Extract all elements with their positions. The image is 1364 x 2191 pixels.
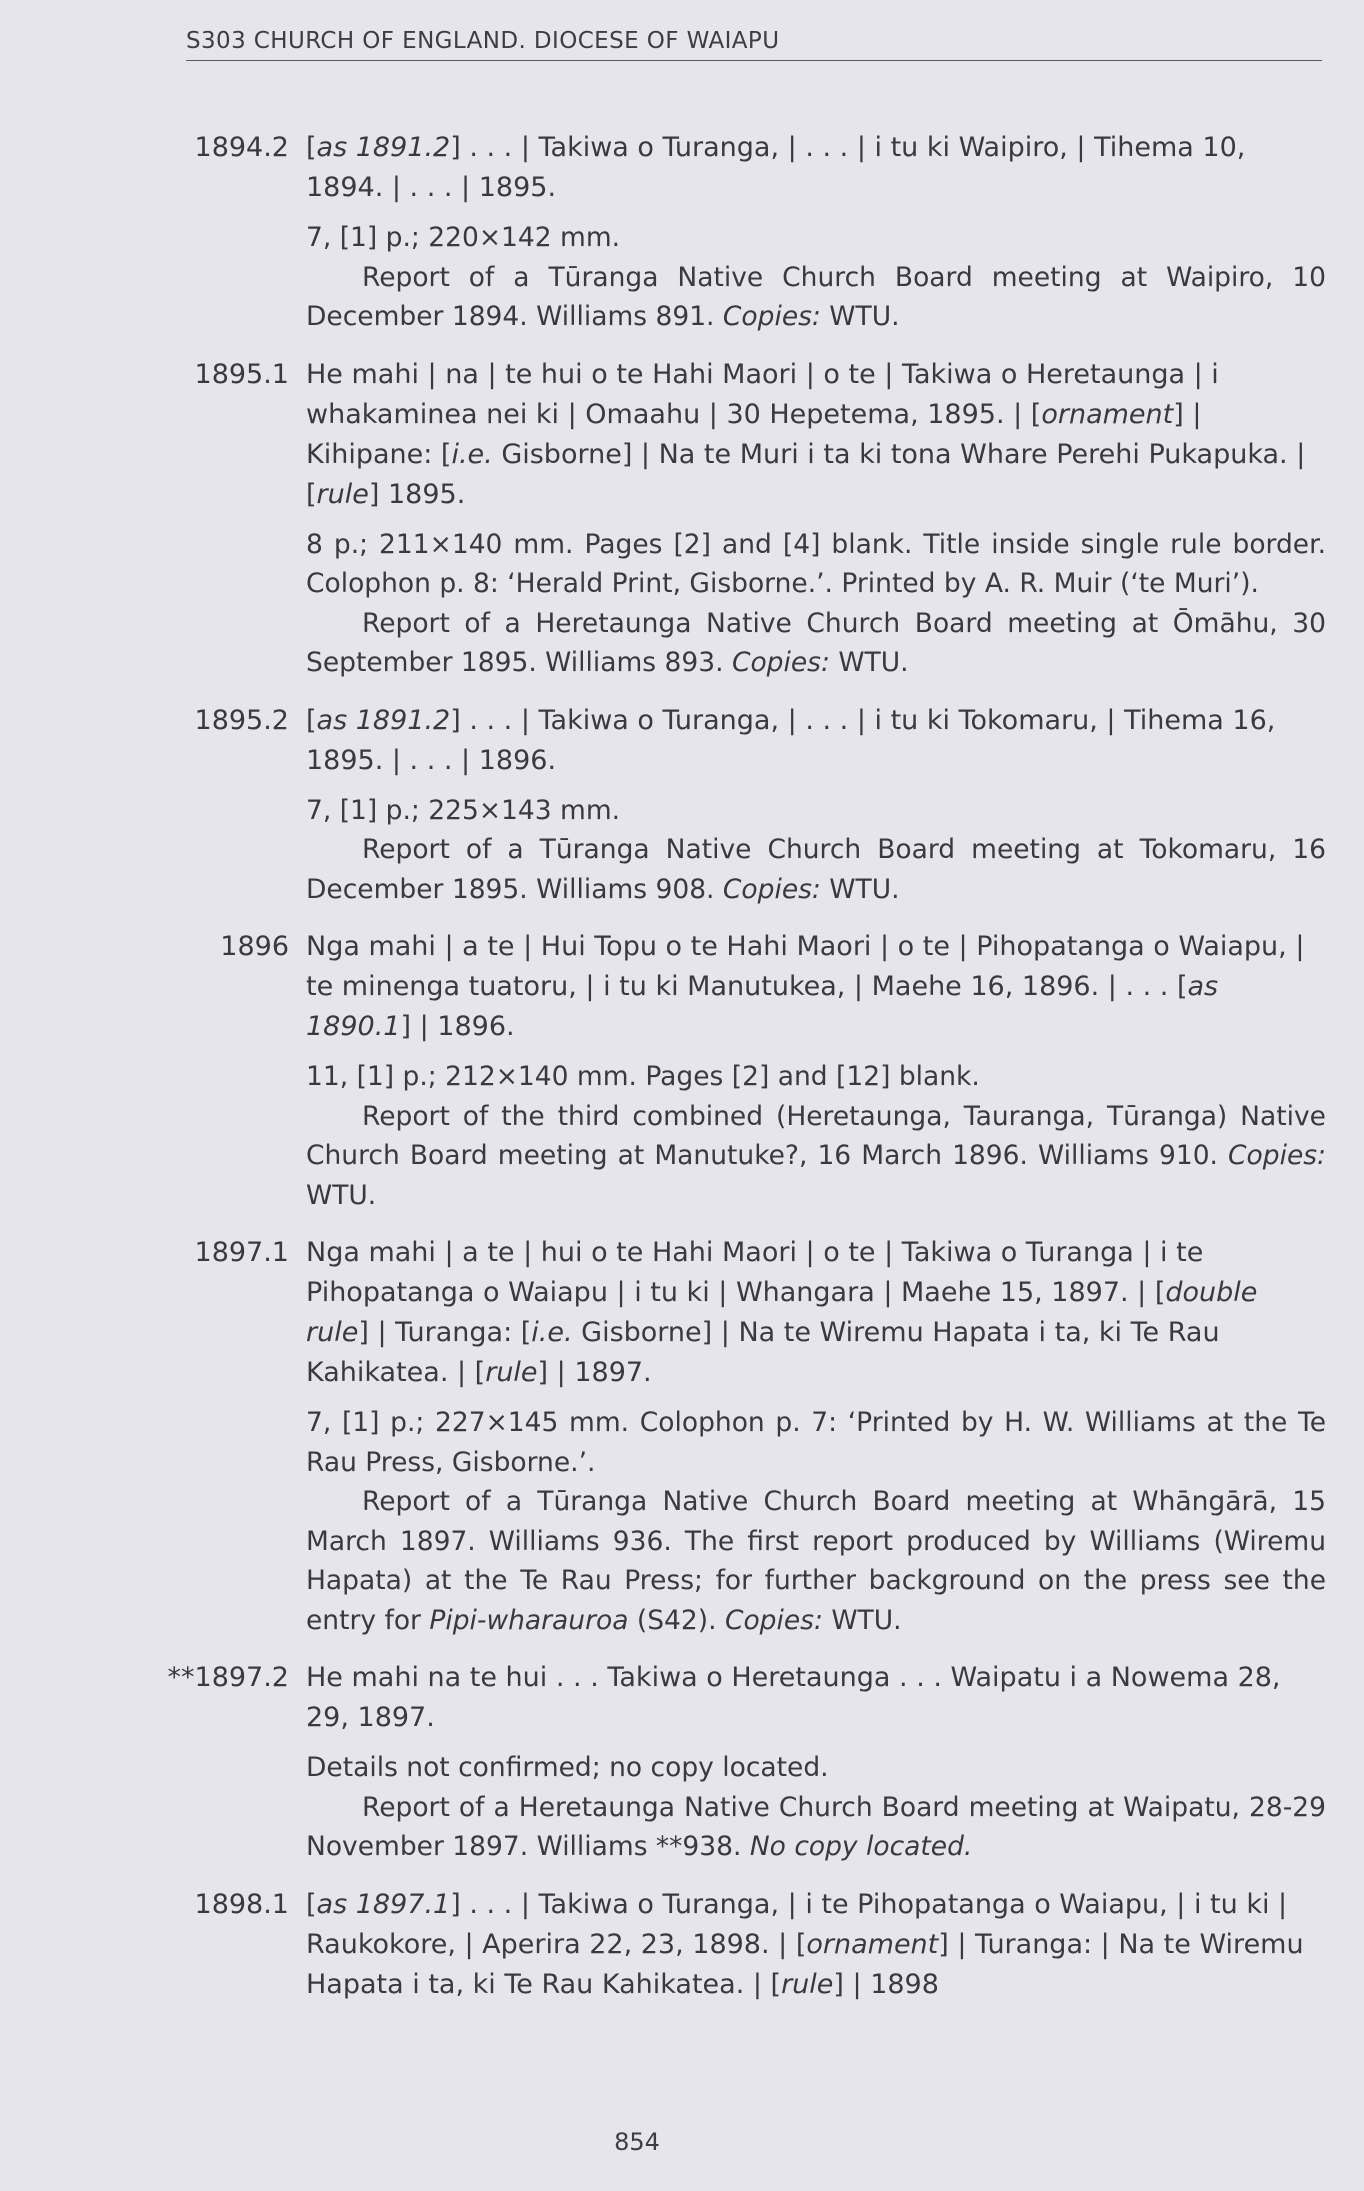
bibliography-entry xyxy=(0,355,1364,683)
entry-number: 1896 xyxy=(220,931,289,962)
entry-title xyxy=(306,1233,1326,1393)
entry-note-segment: Report of a Tūranga Native Church Board meeting at Whāngārā, 15 March 1897. Williams 936. The first report produced by Williams (Wiremu Hapata) at the Te Rau Press; for further background on the press see the entry for xyxy=(306,1486,1326,1636)
entry-body xyxy=(306,701,1326,910)
entry-description-segment: 8 p.; 211×140 mm. Pages [2] and [4] blank. Title inside single rule border. Colophon p. 8: ‘Herald Print, Gisborne.’. Printed by A. R. Muir (‘te Muri’). xyxy=(306,528,1326,599)
entry-body xyxy=(306,927,1326,1215)
entry-body xyxy=(306,1658,1326,1867)
entry-body xyxy=(306,128,1326,337)
entry-title-segment: i.e. xyxy=(531,1317,573,1348)
bibliography-entry xyxy=(0,701,1364,910)
entry-title-segment: as 1891.2 xyxy=(316,132,451,163)
entry-title-segment: Nga mahi | a te | Hui Topu o te Hahi Maori | o te | Pihopatanga o Waiapu, | te minenga tuatoru, | i tu ki Manutukea, | Maehe 16, 1896. | . . . [ xyxy=(306,931,1305,1002)
entry-note-segment: Report of a Tūranga Native Church Board meeting at Tokomaru, 16 December 1895. Williams 908. xyxy=(306,834,1326,905)
entry-body xyxy=(306,1233,1326,1640)
entry-description xyxy=(306,791,1326,831)
bibliography-entry xyxy=(0,1885,1364,2005)
running-head: S303 CHURCH OF ENGLAND. DIOCESE OF WAIAPU xyxy=(186,28,1322,61)
entry-note-segment: WTU. xyxy=(820,873,900,905)
entry-note-segment: WTU. xyxy=(820,301,900,332)
entry-body xyxy=(306,1885,1326,2005)
entry-note xyxy=(306,830,1326,909)
entry-title xyxy=(306,927,1326,1047)
entry-number: 1894.2 xyxy=(194,132,289,163)
entry-note xyxy=(306,1788,1326,1867)
entry-number: 1898.1 xyxy=(194,1888,289,1920)
entry-title xyxy=(306,701,1326,781)
entry-number: **1897.2 xyxy=(167,1662,289,1693)
entry-note-segment: WTU. xyxy=(829,647,909,678)
entry-title-segment: ornament xyxy=(1041,398,1174,430)
entry-title-segment: ] | Kihipane: [ xyxy=(306,398,1202,470)
entry-note-segment: Copies: xyxy=(731,647,830,678)
entry-description xyxy=(306,1403,1326,1482)
entry-title-segment: rule xyxy=(781,1968,834,2000)
entry-note-segment: Pipi-wharauroa xyxy=(429,1604,629,1636)
entry-title-segment: rule xyxy=(485,1357,538,1388)
entry-note-segment: Report of a Heretaunga Native Church Board meeting at Waipatu, 28-29 November 1897. Williams **938. xyxy=(306,1791,1326,1862)
entry-description-segment: 7, [1] p.; 227×145 mm. Colophon p. 7: ‘Printed by H. W. Williams at the Te Rau Press, Gisborne.’. xyxy=(306,1407,1326,1478)
entry-title-segment: [ xyxy=(306,704,317,736)
entry-note-segment: Copies: xyxy=(1228,1140,1326,1171)
entry-note-segment: (S42). xyxy=(628,1604,725,1636)
entry-title-segment: ] | 1897. xyxy=(537,1357,652,1388)
entry-title-segment: [ xyxy=(306,1888,317,1920)
entry-number: 1897.1 xyxy=(194,1237,289,1268)
entry-title xyxy=(306,128,1326,208)
entry-title-segment: Nga mahi | a te | hui o te Hahi Maori | o te | Takiwa o Turanga | i te Pihopatanga o Waiapu | i tu ki | Whangara | Maehe 15, 1897. | [ xyxy=(306,1237,1204,1308)
page-number-text: 854 xyxy=(614,2128,660,2156)
entry-title-segment: ] . . . | Takiwa o Turanga, | . . . | i tu ki Waipiro, | Tihema 10, 1894. | . . . | 1895. xyxy=(306,132,1246,203)
entry-title-segment: [ xyxy=(306,132,317,163)
entry-title-segment: ornament xyxy=(806,1928,939,1960)
bibliography-entry xyxy=(0,1233,1364,1640)
entry-description xyxy=(306,1748,1326,1788)
entry-description xyxy=(306,218,1326,258)
entry-note xyxy=(306,1482,1326,1640)
entry-note-segment: No copy located. xyxy=(749,1831,973,1862)
entry-description-segment: Details not confirmed; no copy located. xyxy=(306,1752,829,1783)
entry-title xyxy=(306,1658,1326,1738)
entry-title-segment: Gisborne] | Na te Muri i ta ki tona Whare Perehi Pukapuka. | [ xyxy=(306,438,1306,510)
entry-note-segment: Copies: xyxy=(722,873,821,905)
bibliography-entries xyxy=(0,128,1364,2023)
entry-note-segment: WTU. xyxy=(306,1179,377,1211)
entry-note xyxy=(306,604,1326,683)
entry-note-segment: Report of a Tūranga Native Church Board meeting at Waipiro, 10 December 1894. Williams 891. xyxy=(306,261,1326,332)
entry-title-segment: as 1897.1 xyxy=(316,1888,451,1920)
entry-title-segment: ] | Turanga: [ xyxy=(358,1317,532,1348)
entry-title-segment: i.e. xyxy=(451,438,493,470)
entry-note-segment: Copies: xyxy=(722,301,821,332)
entry-title-segment: ] | Turanga: | Na te Wiremu Hapata i ta, ki Te Rau Kahikatea. | [ xyxy=(306,1928,1304,2000)
entry-note-segment: Report of a Heretaunga Native Church Board meeting at Ōmāhu, 30 September 1895. Williams 893. xyxy=(306,607,1326,678)
entry-title xyxy=(306,1885,1326,2005)
entry-title-segment: He mahi na te hui . . . Takiwa o Heretaunga . . . Waipatu i a Nowema 28, 29, 1897. xyxy=(306,1662,1281,1733)
entry-title-segment: rule xyxy=(316,478,369,510)
entry-description-segment: 7, [1] p.; 220×142 mm. xyxy=(306,222,621,253)
entry-title-segment: Gisborne] | Na te Wiremu Hapata i ta, ki Te Rau Kahikatea. | [ xyxy=(306,1317,1220,1388)
entry-description xyxy=(306,1057,1326,1097)
bibliography-entry xyxy=(0,927,1364,1215)
entry-note-segment: WTU. xyxy=(822,1604,902,1636)
entry-title-segment: ] . . . | Takiwa o Turanga, | . . . | i tu ki Tokomaru, | Tihema 16, 1895. | . . . | 1896. xyxy=(306,704,1276,776)
entry-title-segment: as 1891.2 xyxy=(316,704,451,736)
entry-title-segment: as 1890.1 xyxy=(306,971,1219,1042)
entry-title-segment: ] | 1896. xyxy=(400,1011,515,1042)
entry-title xyxy=(306,355,1326,515)
entry-description-segment: 7, [1] p.; 225×143 mm. xyxy=(306,794,621,826)
entry-description-segment: 11, [1] p.; 212×140 mm. Pages [2] and [12] blank. xyxy=(306,1061,980,1092)
entry-title-segment: double rule xyxy=(306,1277,1258,1348)
entry-description xyxy=(306,525,1326,604)
entry-note xyxy=(306,258,1326,337)
entry-number: 1895.1 xyxy=(194,358,289,390)
bibliography-entry xyxy=(0,1658,1364,1867)
entry-title-segment: ] . . . | Takiwa o Turanga, | i te Pihopatanga o Waiapu, | i tu ki | Raukokore, | Aperira 22, 23, 1898. | [ xyxy=(306,1888,1288,1960)
page-number xyxy=(0,2128,1364,2156)
bibliography-entry xyxy=(0,128,1364,337)
entry-title-segment: ] 1895. xyxy=(368,478,466,510)
entry-title-segment: ] | 1898 xyxy=(833,1968,939,2000)
entry-body xyxy=(306,355,1326,683)
entry-note xyxy=(306,1097,1326,1216)
entry-note-segment: Copies: xyxy=(724,1604,823,1636)
entry-note-segment: Report of the third combined (Heretaunga, Tauranga, Tūranga) Native Church Board meeting at Manutuke?, 16 March 1896. Williams 910. xyxy=(306,1100,1326,1171)
entry-number: 1895.2 xyxy=(194,704,289,736)
entry-title-segment: He mahi | na | te hui o te Hahi Maori | o te | Takiwa o Heretaunga | i whakaminea nei ki | Omaahu | 30 Hepetema, 1895. | [ xyxy=(306,358,1219,430)
